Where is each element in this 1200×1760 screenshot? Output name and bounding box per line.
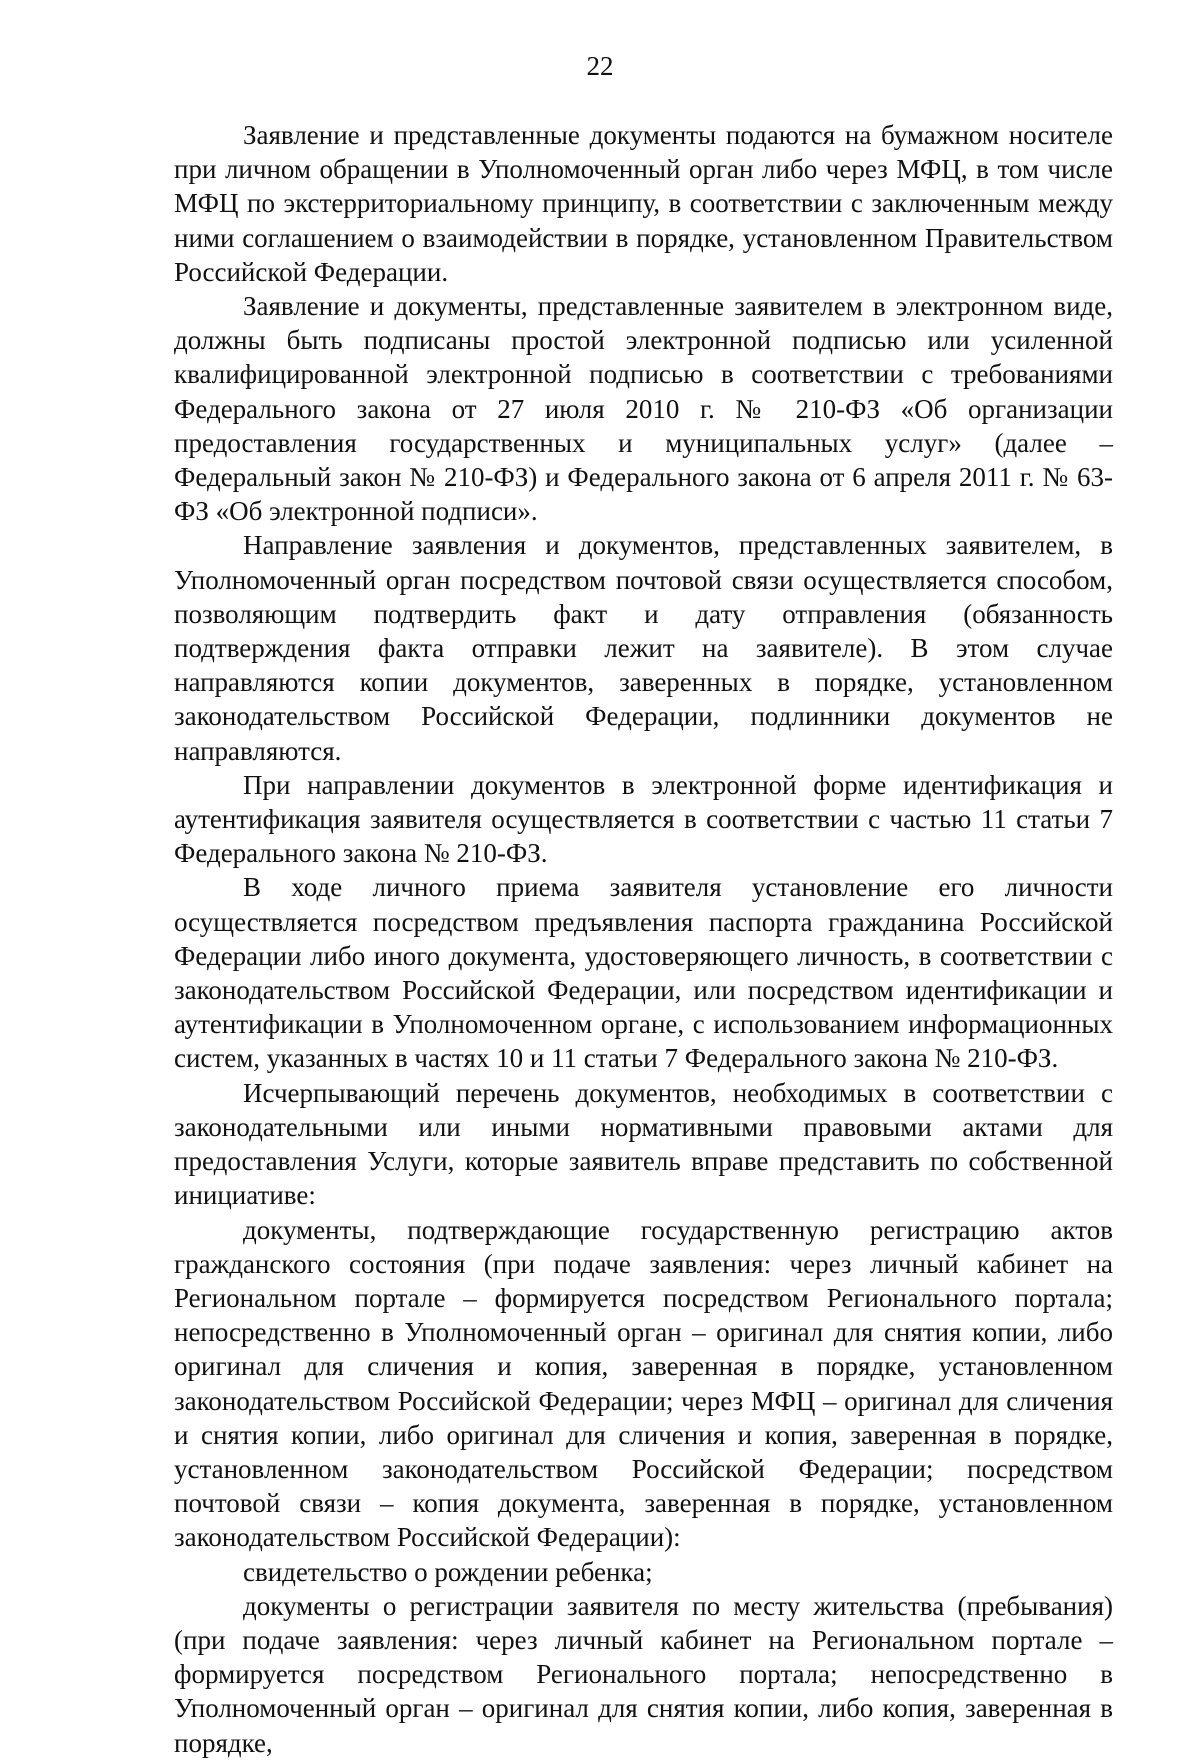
paragraph-submission-methods: Заявление и представленные документы подаются на бумажном носителе при личном обращении в Уполномоченный орган либо через МФЦ, в том числе МФЦ по экстерриториальному принципу, в соответствии с заключенным между ними соглашением о взаимодействии в порядке, установленном Правительством Российской Федерации.	[174, 120, 1113, 287]
document-body	[174, 118, 1113, 1760]
paragraph-electronic-identification: При направлении документов в электронной форме идентификация и аутентификация заявителя осуществляется в соответствии с частью 11 статьи 7 Федерального закона № 210-ФЗ.	[174, 769, 1113, 869]
paragraph-electronic-signature: Заявление и документы, представленные заявителем в электронном виде, должны быть подписаны простой электронной подписью или усиленной квалифицированной электронной подписью в соответствии с требованиями Федерального закона от 27 июля 2010 г. № 210-ФЗ «Об организации предоставления государственных и муниципальных услуг» (далее – Федеральный закон № 210-ФЗ) и Федерального закона от 6 апреля 2011 г. № 63-ФЗ «Об электронной подписи».	[174, 291, 1113, 527]
page-number: 22	[586, 51, 614, 81]
paragraph-optional-documents-list: Исчерпывающий перечень документов, необходимых в соответствии с законодательными или иными нормативными правовыми актами для предоставления Услуги, которые заявитель вправе представить по собственной инициативе:	[174, 1077, 1113, 1211]
paragraph-birth-certificate: свидетельство о рождении ребенка;	[243, 1556, 653, 1587]
paragraph-civil-status-documents: документы, подтверждающие государственную регистрацию актов гражданского состояния (при подаче заявления: через личный кабинет на Региональном портале – формируется посредством Регионального портала; непосредственно в Уполномоченный орган – оригинал для снятия копии, либо оригинал для сличения и копия, заверенная в порядке, установленном законодательством Российской Федерации; через МФЦ – оригинал для сличения и снятия копии, либо оригинал для сличения и копия, заверенная в порядке, установленном законодательством Российской Федерации; посредством почтовой связи – копия документа, заверенная в порядке, установленном законодательством Российской Федерации):	[174, 1214, 1113, 1553]
paragraph-postal-submission: Направление заявления и документов, представленных заявителем, в Уполномоченный орган посредством почтовой связи осуществляется способом, позволяющим подтвердить факт и дату отправления (обязанность подтверждения факта отправки лежит на заявителе). В этом случае направляются копии документов, заверенных в порядке, установленном законодательством Российской Федерации, подлинники документов не направляются.	[174, 530, 1113, 766]
paragraph-registration-documents: документы о регистрации заявителя по месту жительства (пребывания) (при подаче заявления: через личный кабинет на Региональном портале – формируется посредством Регионального портала; непосредственно в Уполномоченный орган – оригинал для снятия копии, либо копия, заверенная в порядке,	[174, 1590, 1113, 1758]
paragraph-personal-identification: В ходе личного приема заявителя установление его личности осуществляется посредством предъявления паспорта гражданина Российской Федерации либо иного документа, удостоверяющего личность, в соответствии с законодательством Российской Федерации, или посредством идентификации и аутентификации в Уполномоченном органе, с использованием информационных систем, указанных в частях 10 и 11 статьи 7 Федерального закона № 210-ФЗ.	[174, 872, 1113, 1074]
